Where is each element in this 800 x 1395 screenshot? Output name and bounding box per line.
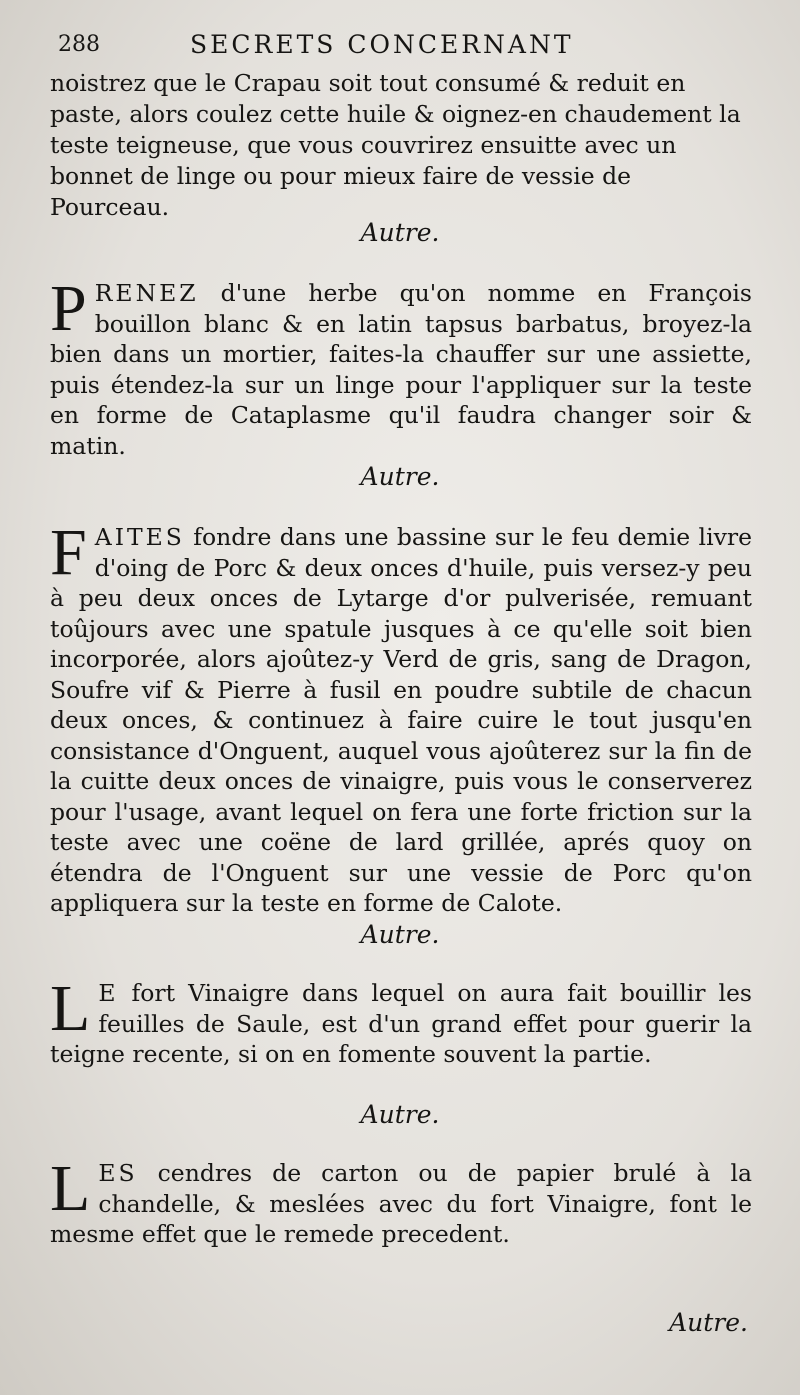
- running-title: SECRETS CONCERNANT: [190, 30, 574, 59]
- section-heading-4: Autre.: [360, 1100, 440, 1129]
- section-heading-3: Autre.: [360, 920, 440, 949]
- page-header: [50, 30, 750, 70]
- paragraph-text-1: d'une herbe qu'on nomme en François bouillon blanc & en latin tapsus barbatus, broyez-la bien dans un mortier, faites-la chauffer sur une assiette, puis étendez-la sur un linge pour l'appliquer sur la teste en forme de Cataplasme qu'il faudra changer soir & matin.: [50, 279, 752, 460]
- lead-word-4: ES: [98, 1159, 138, 1187]
- drop-cap-1: P: [50, 272, 87, 345]
- lead-word-3: E: [98, 979, 119, 1007]
- drop-cap-3: L: [50, 972, 91, 1045]
- lead-word-1: RENEZ: [94, 279, 199, 307]
- drop-cap-2: F: [50, 516, 87, 589]
- drop-cap-4: L: [50, 1152, 91, 1225]
- section-paragraph-3: [50, 972, 752, 1070]
- page-number: 288: [58, 32, 100, 57]
- catchword: Autre.: [669, 1308, 748, 1337]
- section-heading-2: Autre.: [360, 462, 440, 491]
- paragraph-text-4: cendres de carton ou de papier brulé à la chandelle, & meslées avec du fort Vinaigre, font le mesme effet que le remede precedent.: [50, 1159, 752, 1248]
- paragraph-text-2: fondre dans une bassine sur le feu demie livre d'oing de Porc & deux onces d'huile, puis versez-y peu à peu deux onces de Lytarge d'or pulverisée, remuant toûjours avec une spatule jusques à ce qu'elle soit bien incorporée, alors ajoûtez-y Verd de gris, sang de Dragon, Soufre vif & Pierre à fusil en poudre subtile de chacun deux onces, & continuez à faire cuire le tout jusqu'en consistance d'Onguent, auquel vous ajoûterez sur la fin de la cuitte deux onces de vinaigre, puis vous le conserverez pour l'usage, avant lequel on fera une forte friction sur la teste avec une coëne de lard grillée, aprés quoy on étendra de l'Onguent sur une vessie de Porc qu'on appliquera sur la teste en forme de Calote.: [50, 523, 752, 917]
- section-paragraph-2: [50, 516, 752, 919]
- paragraph-text-3: fort Vinaigre dans lequel on aura fait bouillir les feuilles de Saule, est d'un grand effet pour guerir la teigne recente, si on en fomente souvent la partie.: [50, 979, 752, 1068]
- section-heading-1: Autre.: [360, 218, 440, 247]
- section-paragraph-1: [50, 272, 752, 461]
- lead-word-2: AITES: [94, 523, 185, 551]
- section-paragraph-4: [50, 1152, 752, 1250]
- continuation-paragraph: noistrez que le Crapau soit tout consumé & reduit en paste, alors coulez cette huile & oignez-en chaudement la teste teigneuse, que vous couvrirez ensuitte avec un bonnet de linge ou pour mieux faire de vessie de Pourceau.: [50, 69, 741, 221]
